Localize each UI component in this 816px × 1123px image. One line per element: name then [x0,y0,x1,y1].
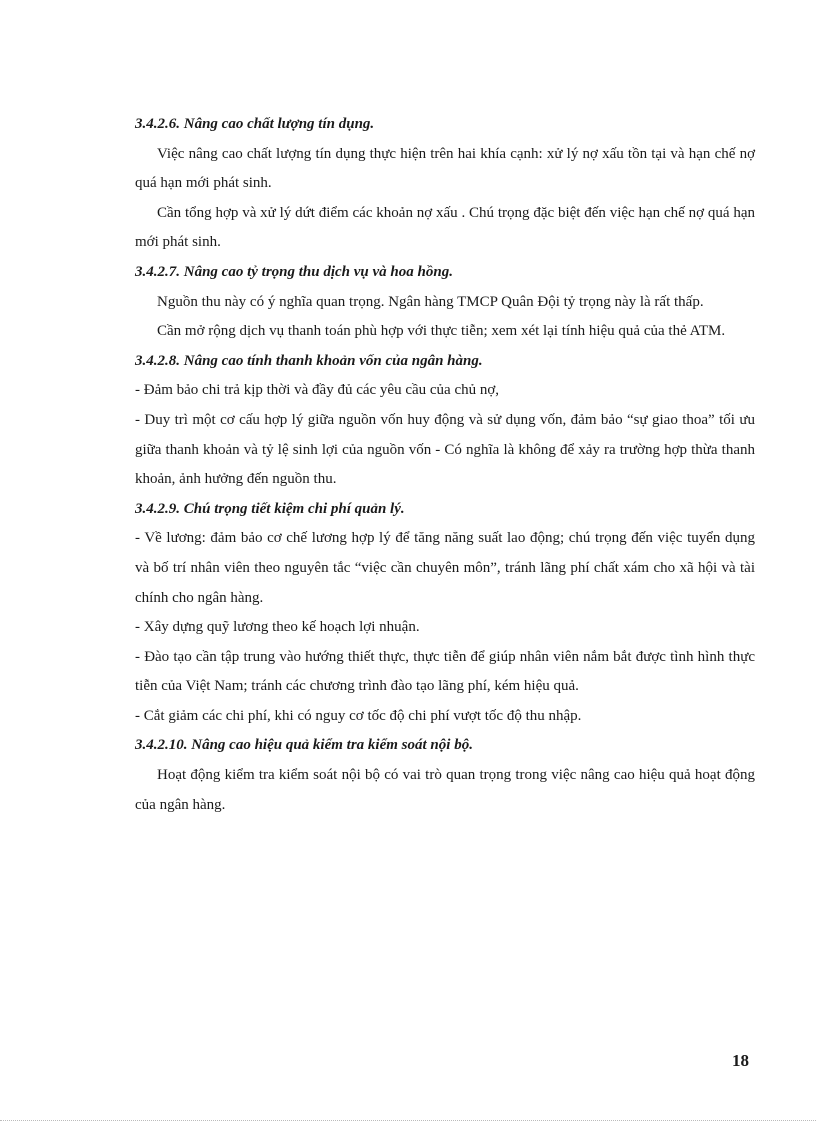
section-heading: 3.4.2.9. Chú trọng tiết kiệm chi phí quản lý. [135,500,405,517]
paragraph: - Cắt giảm các chi phí, khi có nguy cơ tốc độ chi phí vượt tốc độ thu nhập. [135,707,582,724]
section-3-4-2-9 [135,495,755,732]
paragraph: - Duy trì một cơ cấu hợp lý giữa nguồn vốn huy động và sử dụng vốn, đảm bảo “sự giao thoa” tối ưu giữa thanh khoản và tỷ lệ sinh lợi của nguồn vốn - Có nghĩa là không để xảy ra trường hợp thừa thanh khoản, ảnh hưởng đến nguồn thu. [135,411,755,488]
paragraph: Hoạt động kiểm tra kiểm soát nội bộ có vai trò quan trọng trong việc nâng cao hiệu quả hoạt động của ngân hàng. [135,767,755,813]
section-3-4-2-8 [135,347,755,495]
paragraph: Cần tổng hợp và xử lý dứt điểm các khoản nợ xấu . Chú trọng đặc biệt đến việc hạn chế nợ quá hạn mới phát sinh. [135,204,755,251]
section-3-4-2-10 [135,731,755,820]
page-bottom-divider [0,1120,816,1121]
section-heading: 3.4.2.7. Nâng cao tỷ trọng thu dịch vụ và hoa hồng. [135,263,453,280]
section-heading: 3.4.2.6. Nâng cao chất lượng tín dụng. [135,116,375,132]
paragraph: Nguồn thu này có ý nghĩa quan trọng. Ngân hàng TMCP Quân Đội tỷ trọng này là rất thấp. [157,293,704,310]
paragraph: - Về lương: đảm bảo cơ chế lương hợp lý để tăng năng suất lao động; chú trọng đến việc tuyển dụng và bố trí nhân viên theo nguyên tắc “việc cần chuyên môn”, tránh lãng phí chất xám cho xã hội và tài chính cho ngân hàng. [135,530,755,606]
section-3-4-2-7 [135,258,755,347]
section-heading: 3.4.2.10. Nâng cao hiệu quả kiểm tra kiểm soát nội bộ. [135,737,473,754]
section-heading: 3.4.2.8. Nâng cao tính thanh khoản vốn của ngân hàng. [135,352,483,369]
paragraph: - Đảm bảo chi trả kịp thời và đầy đủ các yêu cầu của chủ nợ, [135,382,500,399]
paragraph: - Đào tạo cần tập trung vào hướng thiết thực, thực tiễn để giúp nhân viên nắm bắt được tình hình thực tiễn của Việt Nam; tránh các chương trình đào tạo lãng phí, kém hiệu quả. [135,648,755,695]
document-body [135,110,755,820]
section-3-4-2-6 [135,110,755,258]
paragraph: - Xây dựng quỹ lương theo kế hoạch lợi nhuận. [135,619,420,636]
paragraph: Cần mở rộng dịch vụ thanh toán phù hợp với thực tiễn; xem xét lại tính hiệu quả của thẻ ATM. [157,323,726,340]
page-number: 18 [732,1051,749,1070]
paragraph: Việc nâng cao chất lượng tín dụng thực hiện trên hai khía cạnh: xử lý nợ xấu tồn tại và hạn chế nợ quá hạn mới phát sinh. [135,145,755,192]
